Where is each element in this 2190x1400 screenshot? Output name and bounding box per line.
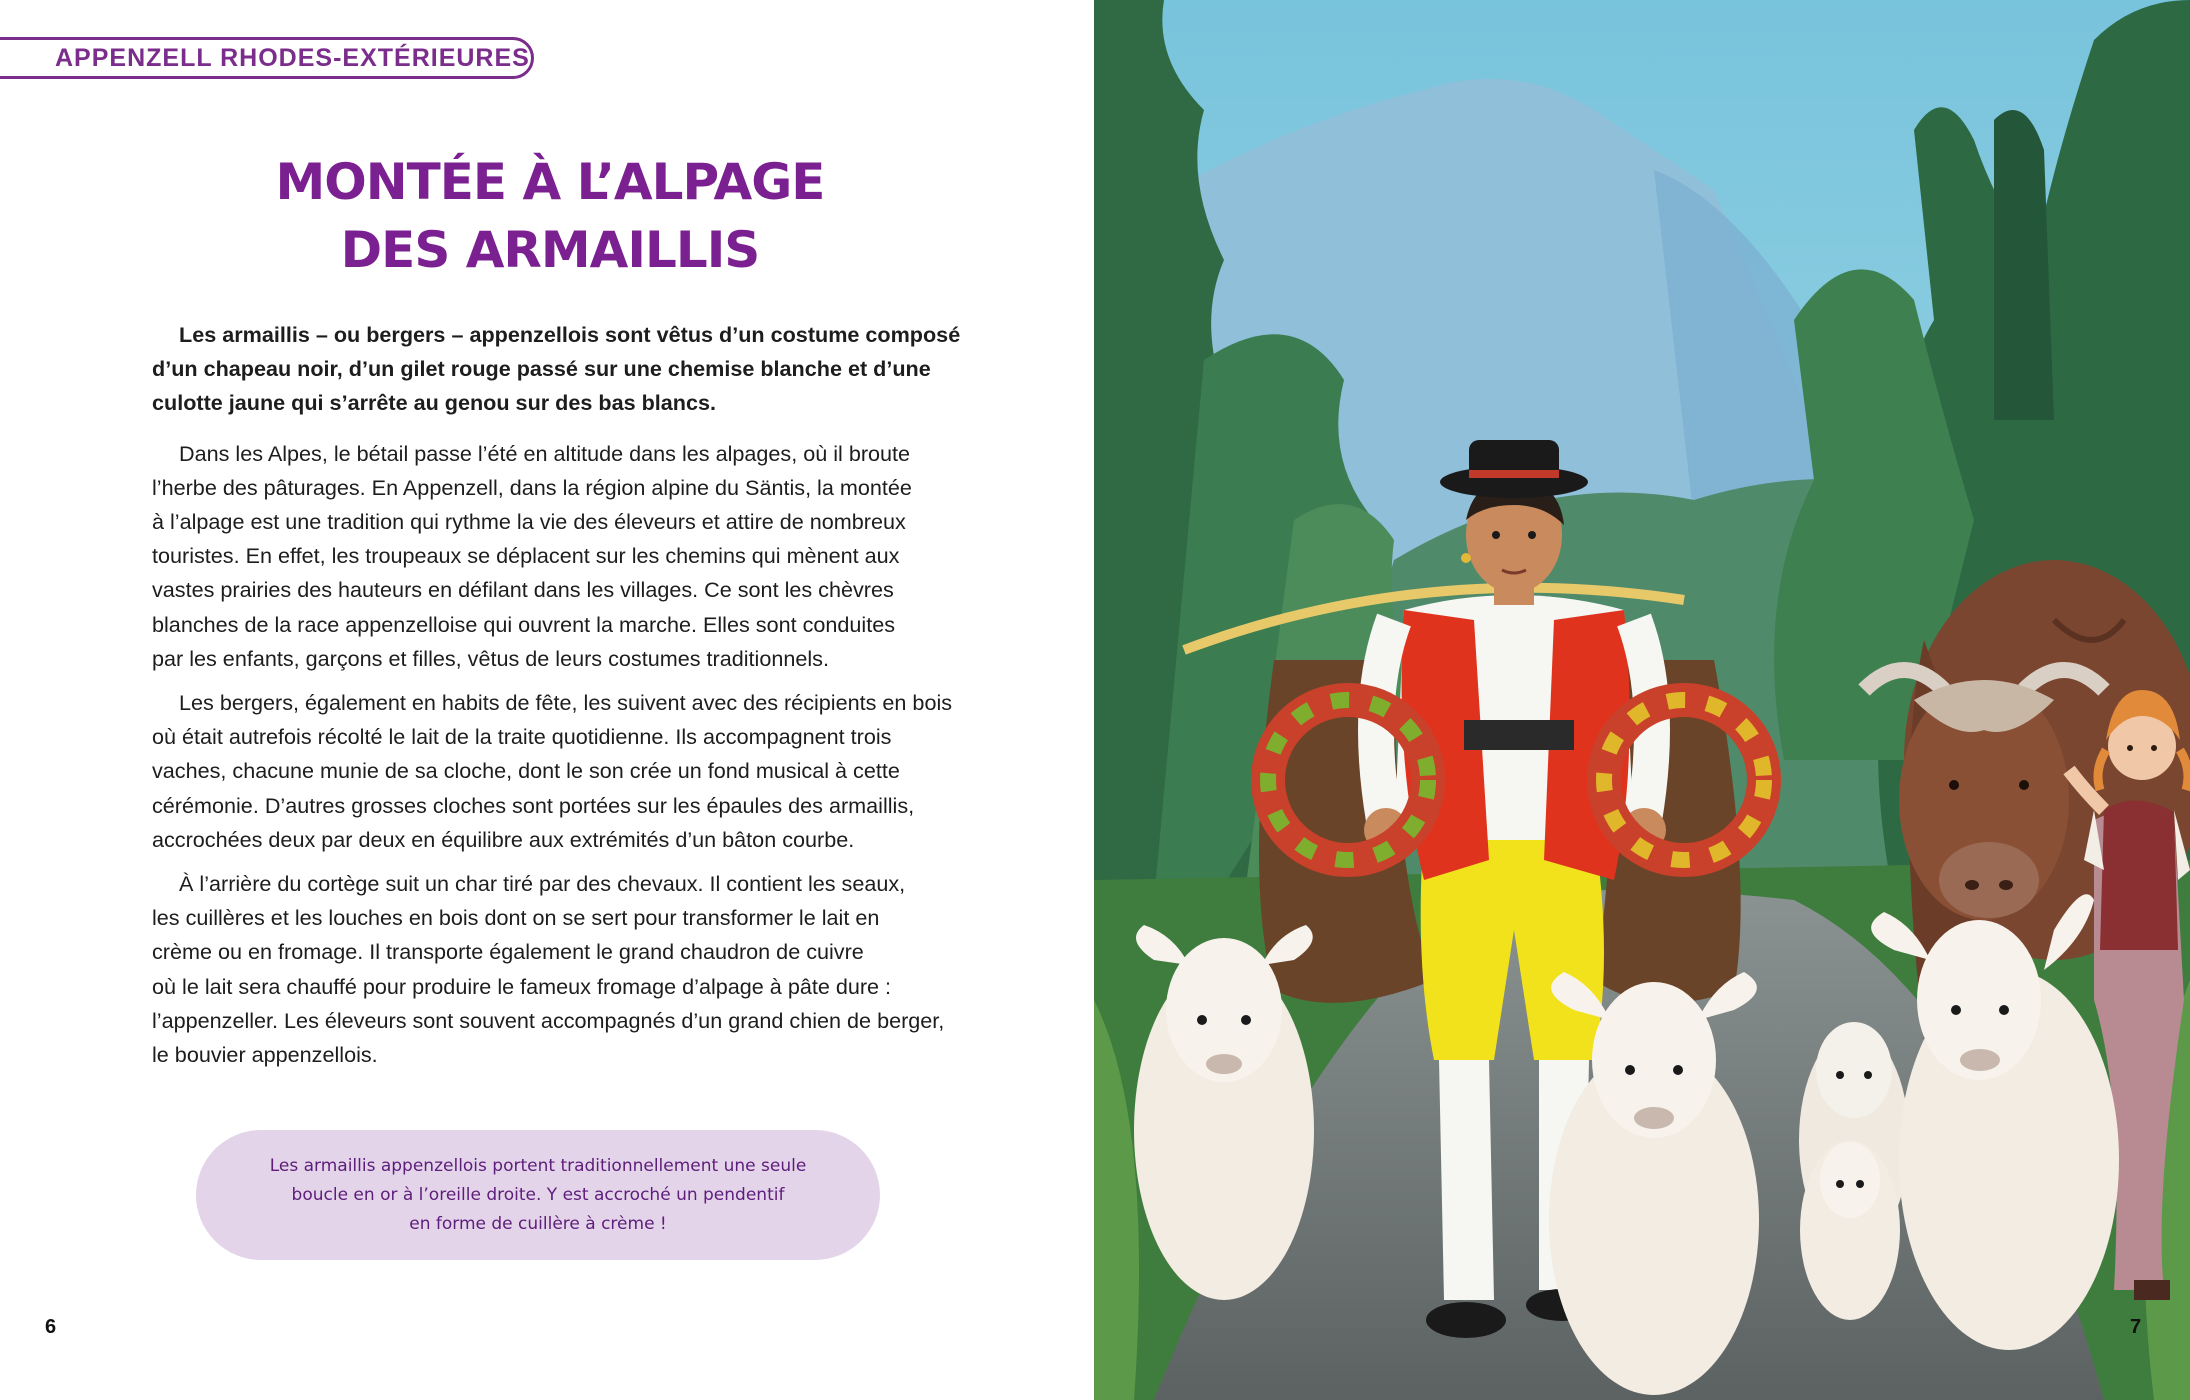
left-page: [0, 0, 1094, 1400]
fact-line: en forme de cuillère à crème !: [409, 1213, 667, 1234]
text-line: Les bergers, également en habits de fête, les suivent avec des récipients en bois: [179, 690, 953, 716]
text-line: les cuillères et les louches en bois dont on se sert pour transformer le lait en: [152, 905, 880, 931]
text-line: crème ou en fromage. Il transporte également le grand chaudron de cuivre: [152, 939, 864, 965]
fact-line: boucle en or à l’oreille droite. Y est accroché un pendentif: [291, 1184, 785, 1205]
title-line-2: DES ARMAILLIS: [340, 221, 760, 279]
text-line: accrochées deux par deux en équilibre aux extrémités d’un bâton courbe.: [152, 826, 855, 852]
body-text: [152, 318, 961, 1082]
text-line: par les enfants, garçons et filles, vêtus de leurs costumes traditionnels.: [152, 645, 829, 671]
paragraph: [152, 437, 942, 676]
text-line: vastes prairies des hauteurs en défilant dans les villages. Ce sont les chèvres: [152, 577, 894, 603]
goat-small: [1799, 1022, 1909, 1320]
intro-paragraph: [152, 318, 961, 421]
text-line: touristes. En effet, les troupeaux se déplacent sur les chemins qui mènent aux: [152, 543, 900, 569]
text-line: l’appenzeller. Les éleveurs sont souvent accompagnés d’un grand chien de berger,: [152, 1007, 945, 1033]
text-line: À l’arrière du cortège suit un char tiré par des chevaux. Il contient les seaux,: [179, 871, 906, 897]
section-label: APPENZELL RHODES-EXTÉRIEURES: [55, 43, 530, 72]
page-number-left: 6: [45, 1316, 57, 1338]
text-line: le bouvier appenzellois.: [152, 1042, 378, 1068]
fact-line: Les armaillis appenzellois portent traditionnellement une seule: [269, 1155, 807, 1176]
text-line: blanches de la race appenzelloise qui ouvrent la marche. Elles sont conduites: [152, 611, 896, 637]
section-tag: [0, 37, 534, 79]
paragraph: [152, 867, 945, 1072]
fact-box: [196, 1130, 880, 1260]
text-line: vaches, chacune munie de sa cloche, dont le son crée un fond musical à cette: [152, 758, 900, 784]
text-line: Dans les Alpes, le bétail passe l’été en altitude dans les alpages, où il broute: [179, 440, 911, 466]
illustration-svg: [1094, 0, 2190, 1400]
text-line: où le lait sera chauffé pour produire le fameux fromage d’alpage à pâte dure :: [152, 973, 892, 999]
intro-line: culotte jaune qui s’arrête au genou sur des bas blancs.: [152, 390, 716, 416]
text-line: où était autrefois récolté le lait de la traite quotidienne. Ils accompagnent trois: [152, 724, 892, 750]
intro-line: d’un chapeau noir, d’un gilet rouge passé sur une chemise blanche et d’une: [152, 356, 931, 382]
text-line: cérémonie. D’autres grosses cloches sont portées sur les épaules des armaillis,: [152, 792, 915, 818]
text-line: à l’alpage est une tradition qui rythme la vie des éleveurs et attire de nombreux: [152, 509, 906, 535]
page-number-right: 7: [2130, 1316, 2142, 1338]
page-title: [200, 148, 900, 284]
paragraph: [152, 686, 953, 857]
intro-line: Les armaillis – ou bergers – appenzellois sont vêtus d’un costume composé: [179, 322, 961, 347]
title-line-1: MONTÉE À L’ALPAGE: [275, 153, 825, 211]
text-line: l’herbe des pâturages. En Appenzell, dans la région alpine du Säntis, la montée: [152, 474, 912, 500]
illustration: [1094, 0, 2190, 1400]
